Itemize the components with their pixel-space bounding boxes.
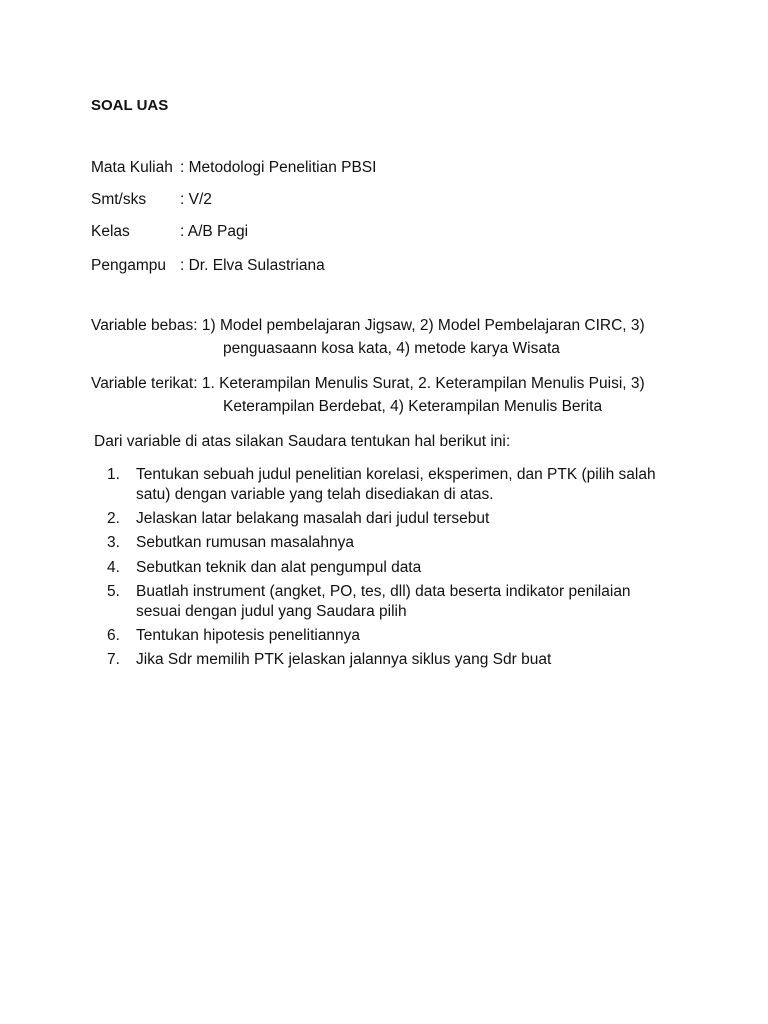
list-item bbox=[107, 582, 677, 622]
variable-bebas-paragraph bbox=[91, 316, 681, 359]
info-label: Mata Kuliah bbox=[91, 159, 173, 176]
info-value: : Metodologi Penelitian PBSI bbox=[180, 159, 377, 176]
list-text: Buatlah instrument (angket, PO, tes, dll) data beserta indikator penilaian sesuai dengan judul yang Saudara pilih bbox=[136, 582, 631, 620]
info-value: : V/2 bbox=[180, 191, 212, 208]
list-text: Tentukan sebuah judul penelitian korelasi, eksperimen, dan PTK (pilih salah satu) dengan variable yang telah disediakan di atas. bbox=[136, 466, 656, 504]
info-label: Pengampu bbox=[91, 257, 166, 274]
list-number: 3. bbox=[107, 534, 120, 552]
list-text: Sebutkan rumusan masalahnya bbox=[136, 534, 354, 552]
info-value: : A/B Pagi bbox=[180, 223, 249, 240]
task-list bbox=[107, 465, 677, 674]
list-number: 1. bbox=[107, 466, 120, 483]
variable-terikat-line1: Variable terikat: 1. Keterampilan Menulis Surat, 2. Keterampilan Menulis Puisi, 3) bbox=[91, 375, 645, 392]
info-label: Smt/sks bbox=[91, 191, 147, 208]
list-text: Jelaskan latar belakang masalah dari judul tersebut bbox=[136, 510, 490, 528]
list-text: Sebutkan teknik dan alat pengumpul data bbox=[136, 558, 422, 576]
list-number: 6. bbox=[107, 626, 120, 644]
list-number: 5. bbox=[107, 582, 120, 600]
document-title: SOAL UAS bbox=[91, 97, 169, 114]
list-item bbox=[107, 558, 677, 578]
list-item bbox=[107, 533, 677, 553]
list-item bbox=[107, 509, 677, 529]
info-row-pengampu bbox=[91, 256, 325, 276]
info-row-smt-sks bbox=[91, 190, 212, 210]
info-label: Kelas bbox=[91, 223, 130, 240]
info-row-mata-kuliah bbox=[91, 158, 376, 178]
variable-bebas-line1: Variable bebas: 1) Model pembelajaran Jigsaw, 2) Model Pembelajaran CIRC, 3) bbox=[91, 317, 645, 334]
info-value: : Dr. Elva Sulastriana bbox=[180, 257, 325, 274]
list-item bbox=[107, 626, 677, 646]
variable-terikat-paragraph bbox=[91, 374, 681, 417]
list-text: Jika Sdr memilih PTK jelaskan jalannya siklus yang Sdr buat bbox=[136, 651, 552, 669]
list-text: Tentukan hipotesis penelitiannya bbox=[136, 626, 361, 644]
instructions-intro: Dari variable di atas silakan Saudara tentukan hal berikut ini: bbox=[94, 433, 511, 450]
list-number: 2. bbox=[107, 510, 120, 528]
list-item bbox=[107, 650, 677, 670]
list-number: 4. bbox=[107, 558, 120, 576]
variable-terikat-line2: Keterampilan Berdebat, 4) Keterampilan Menulis Berita bbox=[223, 398, 603, 416]
list-number: 7. bbox=[107, 651, 120, 669]
list-item bbox=[107, 465, 677, 505]
variable-bebas-line2: penguasaann kosa kata, 4) metode karya Wisata bbox=[223, 340, 560, 358]
info-row-kelas bbox=[91, 222, 248, 242]
